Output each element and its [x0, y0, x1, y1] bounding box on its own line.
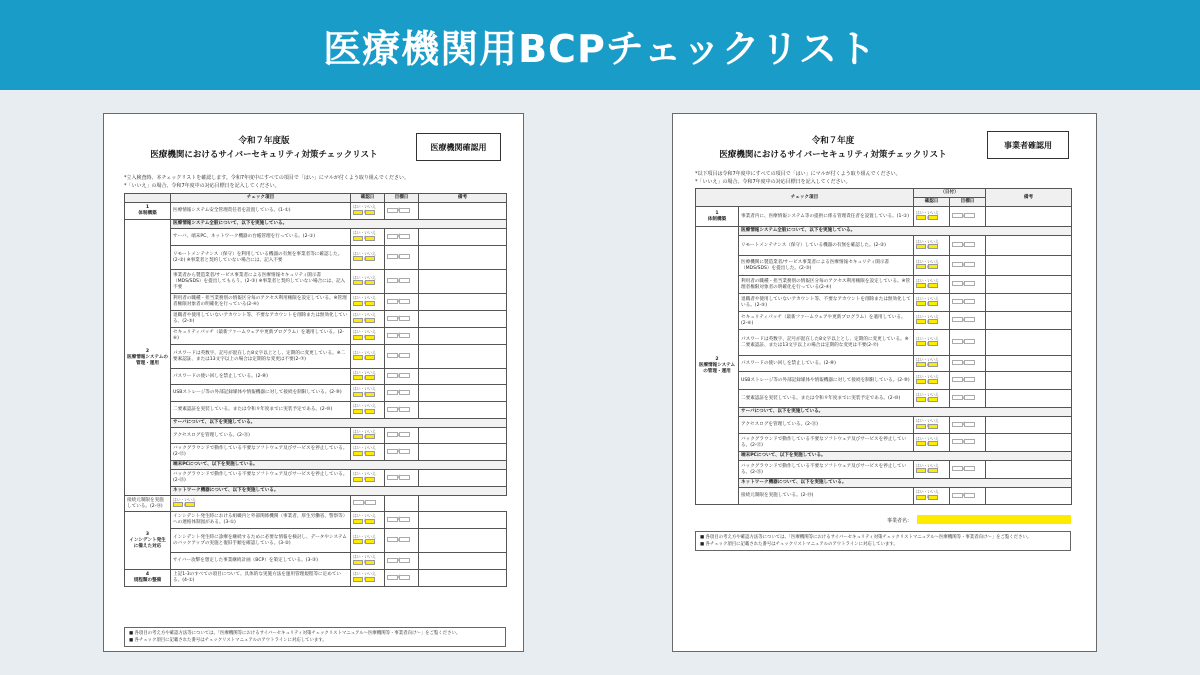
target-date-cell[interactable]: / [385, 229, 419, 246]
answer-cell[interactable]: はい・いいえ [351, 570, 385, 587]
target-date-cell[interactable]: / [385, 570, 419, 587]
remarks-cell[interactable] [419, 553, 507, 570]
target-date-cell[interactable]: / [950, 236, 986, 256]
right-stamp-box: 事業者確認用 [987, 131, 1069, 159]
answer-cell[interactable]: はい・いいえ [351, 311, 385, 328]
table-row [125, 470, 507, 487]
target-date-cell[interactable]: / [950, 276, 986, 294]
item-cell: アクセスログを管理している。(2-⑪) [171, 428, 351, 444]
item-cell: 退職者や使用していないアカウント等、不要なアカウントを削除または無効化している。(2-⑤) [171, 311, 351, 328]
section-heading: サーバについて、以下を実施している。 [739, 408, 1072, 417]
section-row [125, 220, 507, 229]
table-row [696, 417, 1072, 434]
header-remarks: 備考 [419, 194, 507, 203]
table-row [125, 444, 507, 461]
table-row [696, 390, 1072, 408]
remarks-cell[interactable] [986, 256, 1072, 276]
item-cell: セキュリティパッチ（最新ファームウェアや更新プログラム）を適用している。(2-⑥) [739, 312, 914, 330]
section-row [696, 408, 1072, 417]
remarks-cell[interactable] [986, 390, 1072, 408]
remarks-cell[interactable] [419, 512, 507, 529]
table-row [125, 512, 507, 529]
answer-cell[interactable]: はい・いいえ [914, 236, 950, 256]
remarks-cell[interactable] [419, 229, 507, 246]
title-banner [0, 0, 1200, 90]
category-cell: 3 インシデント発生に備えた対応 [125, 512, 171, 570]
section-row [696, 479, 1072, 488]
table-row [696, 434, 1072, 452]
table-row [125, 328, 507, 345]
header-remarks: 備考 [986, 189, 1072, 207]
answer-cell[interactable]: はい・いいえ [351, 203, 385, 220]
remarks-cell[interactable] [986, 276, 1072, 294]
target-date-cell[interactable]: / [385, 385, 419, 402]
target-date-cell[interactable]: / [950, 256, 986, 276]
operator-name-field[interactable] [917, 515, 1071, 524]
target-date-cell[interactable]: / [950, 461, 986, 479]
header-target-date: 目標日 [950, 198, 986, 207]
item-cell: パスワードの使い回しを禁止している。(2-⑧) [739, 356, 914, 372]
section-heading: 医療情報システム全般について、以下を実施している。 [739, 227, 1072, 236]
table-row [696, 294, 1072, 312]
right-year-label: 令和７年度 [811, 136, 855, 146]
target-date-cell[interactable]: / [351, 496, 385, 512]
category-cell: 2 医療情報システムの管理・運用 [696, 227, 739, 505]
answer-cell[interactable]: はい・いいえ [914, 312, 950, 330]
answer-cell[interactable]: はい・いいえ [351, 270, 385, 294]
right-checklist-table [695, 188, 1072, 505]
answer-cell[interactable]: はい・いいえ [914, 417, 950, 434]
table-row [696, 312, 1072, 330]
category-cell: 1 体制構築 [696, 207, 739, 227]
item-cell: パスワードは英数字、記号が混在した8文字以上とし、定期的に変更している。※二要素認証、または13文字以上の場合は定期的な変更は不要(2-⑦) [171, 345, 351, 369]
answer-cell[interactable]: はい・いいえ [351, 470, 385, 487]
section-heading: サーバについて、以下を実施している。 [171, 419, 507, 428]
right-instruction-1: *以下項目は令和7年度中にすべての項目で「はい」にマルが付くよう取り組んでください。 [695, 171, 901, 177]
item-cell: 上記1-3のすべての項目について、具体的な実施方法を運用管理規程等に定めている。(4-①) [171, 570, 351, 587]
header-item: チェック項目 [171, 194, 351, 203]
section-heading: 端末PCについて、以下を実施している。 [171, 461, 507, 470]
answer-cell[interactable]: はい・いいえ [914, 276, 950, 294]
item-cell: サーバ、端末PC、ネットワーク機器の台帳管理を行っている。(2-①) [171, 229, 351, 246]
answer-cell[interactable]: はい・いいえ [914, 207, 950, 227]
item-cell: インシデント発生時における組織内と外部関係機関（事業者、厚生労働省、警察等）への連絡体制図がある。(3-①) [171, 512, 351, 529]
item-cell: 事業者内に、医療情報システム等の提供に係る管理責任者を設置している。(1-①) [739, 207, 914, 227]
answer-cell[interactable]: はい・いいえ [914, 390, 950, 408]
remarks-cell[interactable] [419, 470, 507, 487]
answer-cell[interactable]: はい・いいえ [351, 512, 385, 529]
item-cell: 医療機関に製造業者/サービス事業者による医療情報セキュリティ開示書（MDS/SDS）を提出した。(2-③) [739, 256, 914, 276]
answer-cell[interactable]: はい・いいえ [351, 402, 385, 419]
section-heading: ネットワーク機器について、以下を実施している。 [171, 487, 507, 496]
target-date-cell[interactable]: / [950, 356, 986, 372]
table-row [125, 529, 507, 553]
right-title: 医療機関におけるサイバーセキュリティ対策チェックリスト [719, 150, 947, 160]
table-row [125, 385, 507, 402]
item-cell: リモートメンテナンス（保守）を利用している機器の有無を事業者等に確認した。(2-②) ※事業者と契約していない場合には、記入不要 [171, 246, 351, 270]
note-line: ■ 各項目の考え方や確認方法等については、「医療機関等におけるサイバーセキュリティ対策チェックリストマニュアル〜医療機関等・事業者向け〜」をご覧ください。 [700, 535, 1032, 540]
table-row [125, 311, 507, 328]
remarks-cell[interactable] [986, 434, 1072, 452]
remarks-cell[interactable] [986, 417, 1072, 434]
target-date-cell[interactable]: / [950, 488, 986, 505]
target-date-cell[interactable]: / [950, 417, 986, 434]
table-row [696, 488, 1072, 505]
section-row [125, 419, 507, 428]
left-instruction-1: *立入検査時、本チェックリストを確認します。令和7年度中にすべての項目で「はい」にマルが付くよう取り組んでください。 [124, 175, 409, 181]
answer-cell[interactable]: はい・いいえ [171, 496, 351, 512]
answer-cell[interactable]: はい・いいえ [351, 444, 385, 461]
item-cell: 利用者の職種・担当業務別の情報区分毎のアクセス利用権限を設定している。※管理者権限対象者の明確化を行っている(2-④) [739, 276, 914, 294]
answer-cell[interactable]: はい・いいえ [351, 229, 385, 246]
item-cell: セキュリティパッチ（最新ファームウェアや更新プログラム）を適用している。(2-⑥) [171, 328, 351, 345]
header-check-date: 確認日 [914, 198, 950, 207]
left-instructions [124, 174, 409, 190]
item-cell: 二要素認証を実装している。または令和９年度までに実装予定である。(2-⑩) [171, 402, 351, 419]
table-row [125, 496, 507, 512]
section-heading: 端末PCについて、以下を実施している。 [739, 452, 1072, 461]
answer-cell[interactable]: はい・いいえ [914, 434, 950, 452]
table-row [696, 330, 1072, 356]
right-instructions [695, 170, 901, 186]
remarks-cell[interactable] [419, 428, 507, 444]
table-row [125, 570, 507, 587]
remarks-cell[interactable] [986, 356, 1072, 372]
remarks-cell[interactable] [986, 207, 1072, 227]
header-item: チェック項目 [696, 189, 914, 207]
table-row [696, 461, 1072, 479]
item-cell: 二要素認証を実装している。または令和９年度までに実装予定である。(2-⑩) [739, 390, 914, 408]
answer-cell[interactable]: はい・いいえ [914, 256, 950, 276]
table-row [125, 553, 507, 570]
remarks-cell[interactable] [986, 330, 1072, 356]
right-instruction-2: *「いいえ」の場合、令和7年度中の対応目標日を記入してください。 [695, 179, 851, 185]
left-title: 医療機関におけるサイバーセキュリティ対策チェックリスト [150, 150, 378, 160]
item-cell: 医療情報システム安全管理責任者を設置している。(1-①) [171, 203, 351, 220]
remarks-cell[interactable] [419, 246, 507, 270]
remarks-cell[interactable] [419, 444, 507, 461]
target-date-cell[interactable]: / [950, 330, 986, 356]
note-line: ■ 各項目の考え方や確認方法等については、「医療機関等におけるサイバーセキュリティ対策チェックリストマニュアル〜医療機関等・事業者向け〜」をご覧ください。 [129, 631, 461, 636]
operator-name-label: 事業者名： [887, 518, 913, 524]
left-stamp-box: 医療機関確認用 [416, 133, 501, 161]
item-cell: バックグラウンドで動作している不要なソフトウェア及びサービスを停止している。(2-⑫) [171, 444, 351, 461]
remarks-cell[interactable] [986, 488, 1072, 505]
left-checklist-table [124, 193, 507, 587]
left-year-label: 令和７年度版 [238, 136, 290, 146]
table-row [125, 369, 507, 385]
target-date-cell[interactable]: / [385, 402, 419, 419]
target-date-cell[interactable]: / [950, 434, 986, 452]
remarks-cell[interactable] [986, 312, 1072, 330]
item-cell: 接続元制限を実施している。(2-⑭) [739, 488, 914, 505]
target-date-cell[interactable]: / [385, 311, 419, 328]
answer-cell[interactable]: はい・いいえ [351, 553, 385, 570]
remarks-cell[interactable] [385, 496, 419, 512]
table-row [696, 372, 1072, 390]
answer-cell[interactable]: はい・いいえ [351, 369, 385, 385]
answer-cell[interactable]: はい・いいえ [914, 372, 950, 390]
category-cell: 2 医療情報システムの管理・運用 [125, 220, 171, 496]
target-date-cell[interactable]: / [385, 529, 419, 553]
target-date-cell[interactable]: / [385, 294, 419, 311]
target-date-cell[interactable]: / [385, 470, 419, 487]
answer-cell[interactable]: はい・いいえ [351, 385, 385, 402]
table-row [125, 270, 507, 294]
item-cell: USBストレージ等の外部記録媒体や情報機器に対して接続を制限している。(2-⑨) [171, 385, 351, 402]
answer-cell[interactable]: はい・いいえ [351, 529, 385, 553]
target-date-cell[interactable]: / [385, 246, 419, 270]
table-header-row [125, 194, 507, 203]
remarks-cell[interactable] [419, 369, 507, 385]
table-row [125, 229, 507, 246]
category-cell: 1 体制構築 [125, 203, 171, 220]
target-date-cell[interactable]: / [950, 372, 986, 390]
answer-cell[interactable]: はい・いいえ [351, 345, 385, 369]
remarks-cell[interactable] [419, 345, 507, 369]
section-row [125, 461, 507, 470]
section-row [696, 227, 1072, 236]
remarks-cell[interactable] [986, 461, 1072, 479]
item-cell: 事業者から製造業者/サービス事業者による医療情報セキュリティ開示書（MDS/SDS）を提出してもらう。(2-③) ※事業者と契約していない場合には、記入不要 [171, 270, 351, 294]
section-heading: ネットワーク機器について、以下を実施している。 [739, 479, 1072, 488]
table-row [696, 207, 1072, 227]
item-cell: USBストレージ等の外部記録媒体や情報機器に対して接続を制限している。(2-⑨) [739, 372, 914, 390]
item-cell: バックグラウンドで動作している不要なソフトウェア及びサービスを停止している。(2-⑬) [171, 470, 351, 487]
vendor-checklist-sheet [672, 113, 1097, 652]
item-cell: バックグラウンドで動作している不要なソフトウェア及びサービスを停止している。(2-⑫) [739, 434, 914, 452]
answer-cell[interactable]: はい・いいえ [914, 294, 950, 312]
section-row [125, 487, 507, 496]
note-line: ■ 各チェック項目に記載された番号はチェックリストマニュアルのアウトラインに対応しています。 [700, 542, 898, 547]
remarks-cell[interactable] [419, 311, 507, 328]
note-line: ■ 各チェック項目に記載された番号はチェックリストマニュアルのアウトラインに対応しています。 [129, 638, 327, 643]
left-notes-box [124, 627, 506, 647]
header-check-date: 確認日 [351, 194, 385, 203]
target-date-cell[interactable]: / [385, 428, 419, 444]
item-cell: サイバー攻撃を想定した事業継続計画（BCP）を策定している。(3-③) [171, 553, 351, 570]
table-row [125, 345, 507, 369]
header-date-group: （日付） [914, 189, 986, 198]
remarks-cell[interactable] [419, 270, 507, 294]
table-row [696, 356, 1072, 372]
remarks-cell[interactable] [419, 294, 507, 311]
target-date-cell[interactable]: / [385, 369, 419, 385]
item-cell: インシデント発生時に診療を継続するために必要な情報を検討し、データやシステムのバックアップの実施と復旧手順を確認している。(3-②) [171, 529, 351, 553]
answer-cell[interactable]: はい・いいえ [914, 356, 950, 372]
right-notes-box [695, 531, 1071, 551]
answer-cell[interactable]: はい・いいえ [351, 246, 385, 270]
answer-cell[interactable]: はい・いいえ [351, 328, 385, 345]
remarks-cell[interactable] [419, 402, 507, 419]
remarks-cell[interactable] [419, 385, 507, 402]
target-date-cell[interactable]: / [385, 270, 419, 294]
target-date-cell[interactable]: / [950, 207, 986, 227]
answer-cell[interactable]: はい・いいえ [351, 294, 385, 311]
target-date-cell[interactable]: / [385, 553, 419, 570]
category-cell: 4 規程類の整備 [125, 570, 171, 587]
table-header-row [696, 189, 1072, 198]
answer-cell[interactable]: はい・いいえ [914, 488, 950, 505]
section-heading: 医療情報システム全般について、以下を実施している。 [171, 220, 507, 229]
header-target-date: 目標日 [385, 194, 419, 203]
left-instruction-2: *「いいえ」の場合、令和7年度中の対応目標日を記入してください。 [124, 183, 280, 189]
target-date-cell[interactable]: / [950, 294, 986, 312]
target-date-cell[interactable]: / [950, 312, 986, 330]
right-doc-title [708, 134, 958, 162]
target-date-cell[interactable]: / [385, 512, 419, 529]
table-row [696, 276, 1072, 294]
table-row [696, 236, 1072, 256]
target-date-cell[interactable]: / [385, 345, 419, 369]
remarks-cell[interactable] [419, 529, 507, 553]
item-cell: パスワードの使い回しを禁止している。(2-⑧) [171, 369, 351, 385]
remarks-cell[interactable] [419, 328, 507, 345]
remarks-cell[interactable] [986, 294, 1072, 312]
item-cell: パスワードは英数字、記号が混在した8文字以上とし、定期的に変更している。※二要素認証、または13文字以上の場合は定期的な変更は不要(2-⑦) [739, 330, 914, 356]
table-row [125, 402, 507, 419]
remarks-cell[interactable] [986, 372, 1072, 390]
table-row [125, 428, 507, 444]
remarks-cell[interactable] [419, 570, 507, 587]
target-date-cell[interactable]: / [385, 328, 419, 345]
table-row [125, 246, 507, 270]
answer-cell[interactable]: はい・いいえ [914, 330, 950, 356]
table-row [696, 256, 1072, 276]
item-cell: アクセスログを管理している。(2-⑪) [739, 417, 914, 434]
table-row [125, 294, 507, 311]
banner-title: 医療機関用BCPチェックリスト [323, 26, 877, 71]
target-date-cell[interactable]: / [385, 444, 419, 461]
table-row [125, 203, 507, 220]
remarks-cell[interactable] [986, 236, 1072, 256]
item-cell: 退職者や使用していないアカウント等、不要なアカウントを削除または無効化している。(2-⑤) [739, 294, 914, 312]
answer-cell[interactable]: はい・いいえ [914, 461, 950, 479]
medical-institution-checklist-sheet [103, 113, 524, 652]
target-date-cell[interactable]: / [385, 203, 419, 220]
header-category [125, 194, 171, 203]
item-cell: リモートメンテナンス（保守）している機器の有無を確認した。(2-②) [739, 236, 914, 256]
section-row [696, 452, 1072, 461]
target-date-cell[interactable]: / [950, 390, 986, 408]
item-cell: バックグラウンドで動作している不要なソフトウェア及びサービスを停止している。(2-⑬) [739, 461, 914, 479]
remarks-cell[interactable] [419, 203, 507, 220]
left-doc-title [144, 134, 384, 162]
item-cell: 接続元制限を実施している。(2-⑭) [125, 496, 171, 512]
item-cell: 利用者の職種・担当業務別の情報区分毎のアクセス利用権限を設定している。※管理者権限対象者の明確化を行っている(2-④) [171, 294, 351, 311]
answer-cell[interactable]: はい・いいえ [351, 428, 385, 444]
